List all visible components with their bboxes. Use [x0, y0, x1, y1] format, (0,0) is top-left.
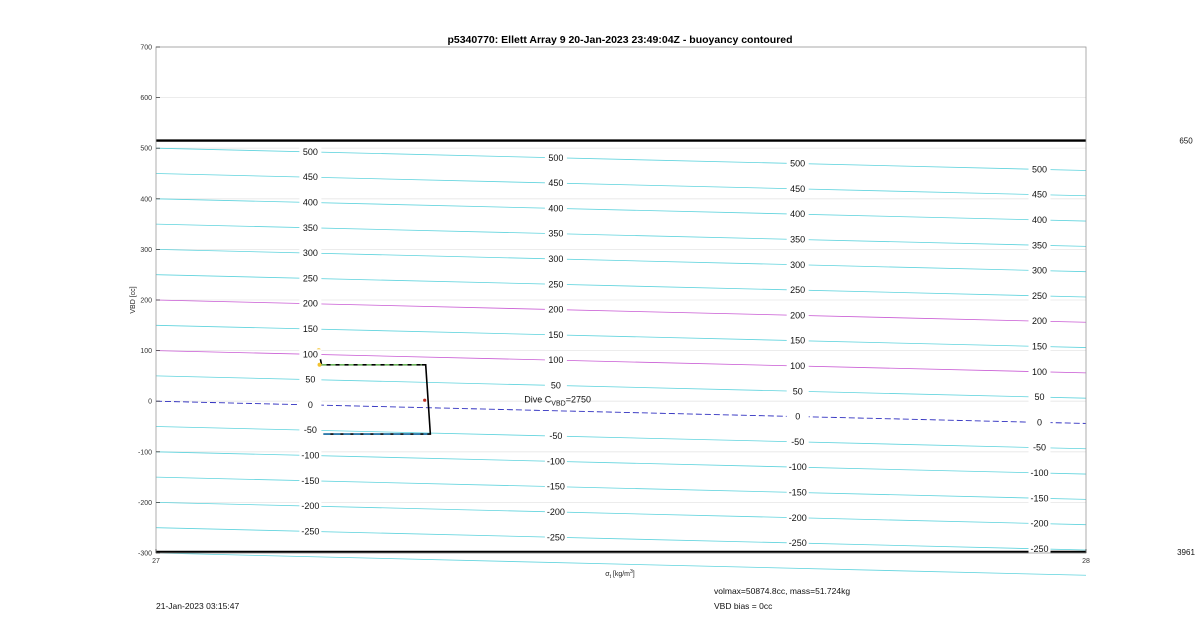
vbd-bias-readout: VBD bias = 0cc — [714, 601, 773, 611]
contour-line-400 — [156, 199, 1086, 221]
contour-line-150 — [156, 325, 1086, 347]
contour-line-350 — [156, 224, 1086, 246]
contour-line-50 — [156, 376, 1086, 398]
contour-label: 50 — [305, 374, 316, 385]
contour-label: -150 — [546, 481, 565, 492]
contour-label: -50 — [303, 425, 317, 436]
contour-label: 300 — [302, 248, 318, 259]
chart-title: p5340770: Ellett Array 9 20-Jan-2023 23:49:04Z - buoyancy contoured — [447, 34, 793, 46]
y-tick-label: 700 — [140, 44, 152, 52]
contour-label: 150 — [302, 323, 318, 334]
contour-label: 200 — [548, 304, 564, 315]
contour-label: -100 — [546, 456, 565, 467]
y-tick-label: 200 — [140, 297, 152, 305]
contour-label: -100 — [788, 462, 807, 473]
contour-label: -250 — [546, 532, 565, 543]
contour-label: 150 — [1031, 341, 1048, 352]
dive-cvbd-annotation: Dive $C_{VBD}=2750$ — [524, 394, 591, 408]
contour-line-200 — [156, 300, 1086, 322]
y-axis-title: VBD [cc] — [130, 286, 137, 314]
contour-label: 200 — [790, 310, 806, 321]
contour-label: 50 — [792, 386, 803, 397]
contour-line-100 — [156, 351, 1086, 373]
contour-label: 300 — [790, 259, 806, 270]
contour-label: 150 — [548, 329, 564, 340]
contour-label: 100 — [790, 360, 806, 371]
contour-label: -50 — [791, 436, 805, 447]
contour-label: 350 — [302, 222, 318, 233]
y-tick-label: 600 — [140, 95, 152, 103]
contour-label: -200 — [788, 512, 807, 523]
y-tick-label: 300 — [140, 246, 152, 254]
contour-label: 250 — [548, 279, 564, 290]
contour-label: 250 — [1031, 290, 1048, 301]
contour-label: -150 — [1030, 493, 1049, 504]
x-axis-title: $\sigma_t$ $[kg/m^3]$ — [605, 569, 635, 580]
contour-label: 250 — [302, 273, 318, 284]
contour-label: 500 — [548, 152, 564, 163]
contour-label: 400 — [548, 203, 564, 214]
contour-label: 400 — [302, 197, 318, 208]
contour-label: 300 — [1031, 265, 1048, 276]
contour-label: 100 — [302, 349, 318, 360]
contour-label: -100 — [301, 450, 320, 461]
plot-axes — [138, 45, 1090, 566]
contour-label: 50 — [550, 380, 561, 391]
contour-label: 50 — [1034, 392, 1045, 403]
contour-line--100 — [156, 452, 1086, 474]
contour-line-0 — [156, 401, 1086, 423]
contour-label: 450 — [790, 183, 806, 194]
dive-trajectory — [319, 351, 431, 434]
limit-line-label: 3961 — [1177, 547, 1195, 557]
y-tick-label: -100 — [137, 449, 152, 457]
contour-label: 250 — [790, 285, 806, 296]
contour-label: 350 — [548, 228, 564, 239]
dive-crossing-marker — [423, 399, 426, 402]
contour-line--200 — [156, 502, 1086, 524]
contour-label: -250 — [1030, 543, 1049, 554]
contour-label: 0 — [1036, 417, 1043, 428]
contour-label: 400 — [1031, 214, 1048, 225]
contour-label: -200 — [301, 501, 320, 512]
contour-line--250 — [156, 528, 1086, 550]
contour-label: 500 — [1031, 164, 1048, 175]
contour-line--150 — [156, 477, 1086, 499]
contour-label: 200 — [302, 298, 318, 309]
buoyancy-contours — [156, 148, 1086, 575]
contour-label: 450 — [1031, 189, 1048, 200]
contour-line--50 — [156, 427, 1086, 449]
plot-timestamp: 21-Jan-2023 03:15:47 — [156, 601, 240, 611]
dive-marker — [318, 363, 322, 367]
contour-label: -150 — [301, 475, 320, 486]
contour-line-250 — [156, 275, 1086, 297]
contour-label: 0 — [307, 399, 313, 410]
contour-label: 400 — [790, 209, 806, 220]
contour-label: 350 — [1031, 240, 1048, 251]
contour-label: 450 — [302, 172, 318, 183]
contour-label: 500 — [302, 146, 318, 157]
contour-label: -200 — [546, 506, 565, 517]
contour-label: -250 — [301, 526, 320, 537]
volmax-mass-readout: volmax=50874.8cc, mass=51.724kg — [714, 586, 851, 596]
contour-label: 0 — [795, 411, 801, 422]
contour-label: -150 — [788, 487, 807, 498]
contour-label: 100 — [1031, 366, 1048, 377]
contour-line-500 — [156, 148, 1086, 170]
x-tick-label: 28 — [1082, 558, 1090, 565]
contour-label: -200 — [1030, 518, 1049, 529]
y-tick-label: -300 — [137, 550, 152, 558]
contour-label: 200 — [1031, 316, 1048, 327]
contour-label: 350 — [790, 234, 806, 245]
contour-label: -250 — [788, 538, 807, 549]
contour-label: 150 — [790, 335, 806, 346]
contour-line-450 — [156, 174, 1086, 196]
y-tick-label: -200 — [137, 499, 152, 507]
contour-label: -50 — [549, 431, 563, 442]
contour-label: 500 — [790, 158, 806, 169]
limit-line-label: 650 — [1179, 136, 1193, 146]
contour-label: 100 — [548, 355, 564, 366]
contour-line-300 — [156, 249, 1086, 271]
contour-label: -100 — [1030, 467, 1049, 478]
grid-lines — [156, 47, 1086, 553]
contour-label: 450 — [548, 178, 564, 189]
y-tick-label: 0 — [148, 398, 152, 406]
y-tick-label: 100 — [140, 348, 152, 356]
contour-label: -50 — [1032, 442, 1047, 453]
y-tick-label: 500 — [140, 145, 152, 153]
y-tick-label: 400 — [140, 196, 152, 204]
x-tick-label: 27 — [152, 558, 160, 565]
contour-label: 300 — [548, 253, 564, 264]
